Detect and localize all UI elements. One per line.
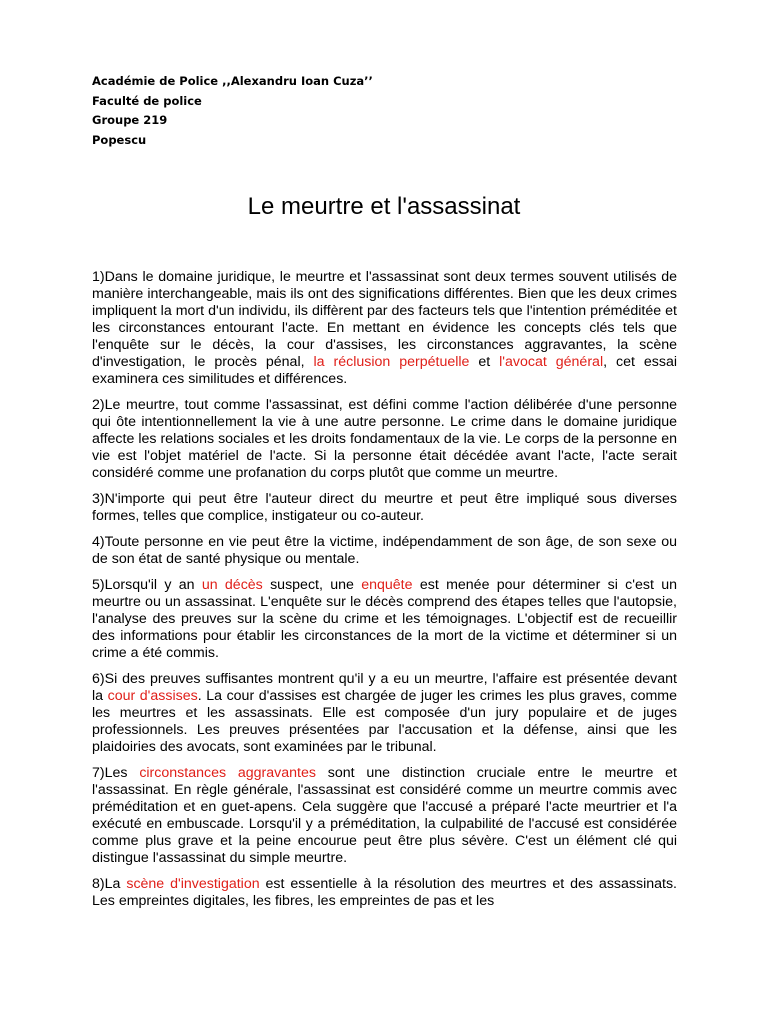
paragraph-text: suspect, une: [262, 577, 362, 593]
paragraph-1: [92, 269, 677, 388]
paragraph-8: [92, 876, 677, 910]
paragraph-text: 4)Toute personne en vie peut être la victime, indépendamment de son âge, de son sexe ou de son état de santé physique ou mentale.: [92, 534, 677, 567]
paragraph-text: , cet essai examinera ces similitudes et différences.: [92, 354, 677, 387]
highlighted-term: la réclusion perpétuelle: [313, 354, 470, 370]
document-header: [92, 72, 373, 151]
paragraph-4: [92, 534, 677, 568]
paragraph-5: [92, 577, 677, 662]
highlighted-term: un décès: [201, 577, 263, 593]
paragraph-text: 2)Le meurtre, tout comme l'assassinat, est défini comme l'action délibérée d'une personne qui ôte intentionnellement la vie à une autre personne. Le crime dans le domaine juridique affecte les relations sociales et les droits fondamentaux de la vie. Le corps de la personne en vie est l'objet matériel de l'acte. Si la personne était décédée avant l'acte, l'acte serait considéré comme une profanation du corps plutôt que comme un meurtre.: [92, 397, 677, 481]
paragraph-6: [92, 671, 677, 756]
header-author: Popescu: [92, 133, 147, 148]
paragraph-7: [92, 765, 677, 867]
paragraph-text: 7)Les: [92, 765, 140, 781]
document-title: Le meurtre et l'assassinat: [247, 193, 521, 220]
paragraph-3: [92, 491, 677, 525]
paragraph-text: est menée pour déterminer si c'est un meurtre ou un assassinat. L'enquête sur le décès comprend des étapes telles que l'autopsie, l'analyse des preuves sur la scène du crime et les témoignages. L'objectif est de recueillir des informations pour établir les circonstances de la mort de la victime et déterminer si un crime a été commis.: [92, 577, 677, 661]
highlighted-term: circonstances aggravantes: [139, 765, 316, 781]
highlighted-term: scène d'investigation: [126, 876, 260, 892]
paragraph-text: 5)Lorsqu'il y an: [92, 577, 202, 593]
paragraph-text: et: [469, 354, 500, 370]
highlighted-term: enquête: [361, 577, 413, 593]
header-group: Groupe 219: [92, 113, 168, 128]
highlighted-term: cour d'assises: [107, 688, 198, 704]
paragraph-2: [92, 397, 677, 482]
paragraph-text: 3)N'importe qui peut être l'auteur direct du meurtre et peut être impliqué sous diverses formes, telles que complice, instigateur ou co-auteur.: [92, 491, 677, 524]
paragraph-text: 6)Si des preuves suffisantes montrent qu'il y a eu un meurtre, l'affaire est présentée devant la: [92, 671, 677, 704]
paragraph-text: est essentielle à la résolution des meurtres et des assassinats. Les empreintes digitales, les fibres, les empreintes de pas et les: [92, 876, 677, 909]
header-school: Académie de Police ,,Alexandru Ioan Cuza’’: [92, 74, 373, 88]
paragraph-text: 8)La: [92, 876, 127, 892]
highlighted-term: l'avocat général: [499, 354, 604, 370]
paragraph-text: sont une distinction cruciale entre le meurtre et l'assassinat. En règle générale, l'assassinat est considéré comme un meurtre commis avec préméditation et en guet-apens. Cela suggère que l'accusé a préparé l'acte meurtrier et l'a exécuté en embuscade. Lorsqu'il y a préméditation, la culpabilité de l'accusé est considérée comme plus grave et la peine encourue peut être plus sévère. C'est un élément clé qui distingue l'assassinat du simple meurtre.: [92, 765, 677, 866]
paragraph-text: 1)Dans le domaine juridique, le meurtre et l'assassinat sont deux termes souvent utilisés de manière interchangeable, mais ils ont des significations différentes. Bien que les deux crimes impliquent la mort d'un individu, ils diffèrent par des facteurs tels que l'intention préméditée et les circonstances entourant l'acte. En mettant en évidence les concepts clés tels que l'enquête sur le décès, la cour d'assises, les circonstances aggravantes, la scène d'investigation, le procès pénal,: [92, 269, 677, 370]
document-body: [92, 269, 677, 919]
paragraph-text: . La cour d'assises est chargée de juger les crimes les plus graves, comme les meurtres et les assassinats. Elle est composée d'un jury populaire et de juges professionnels. Les preuves présentées par l'accusation et la défense, ainsi que les plaidoiries des avocats, sont examinées par le tribunal.: [92, 688, 677, 755]
header-faculty: Faculté de police: [92, 93, 202, 108]
